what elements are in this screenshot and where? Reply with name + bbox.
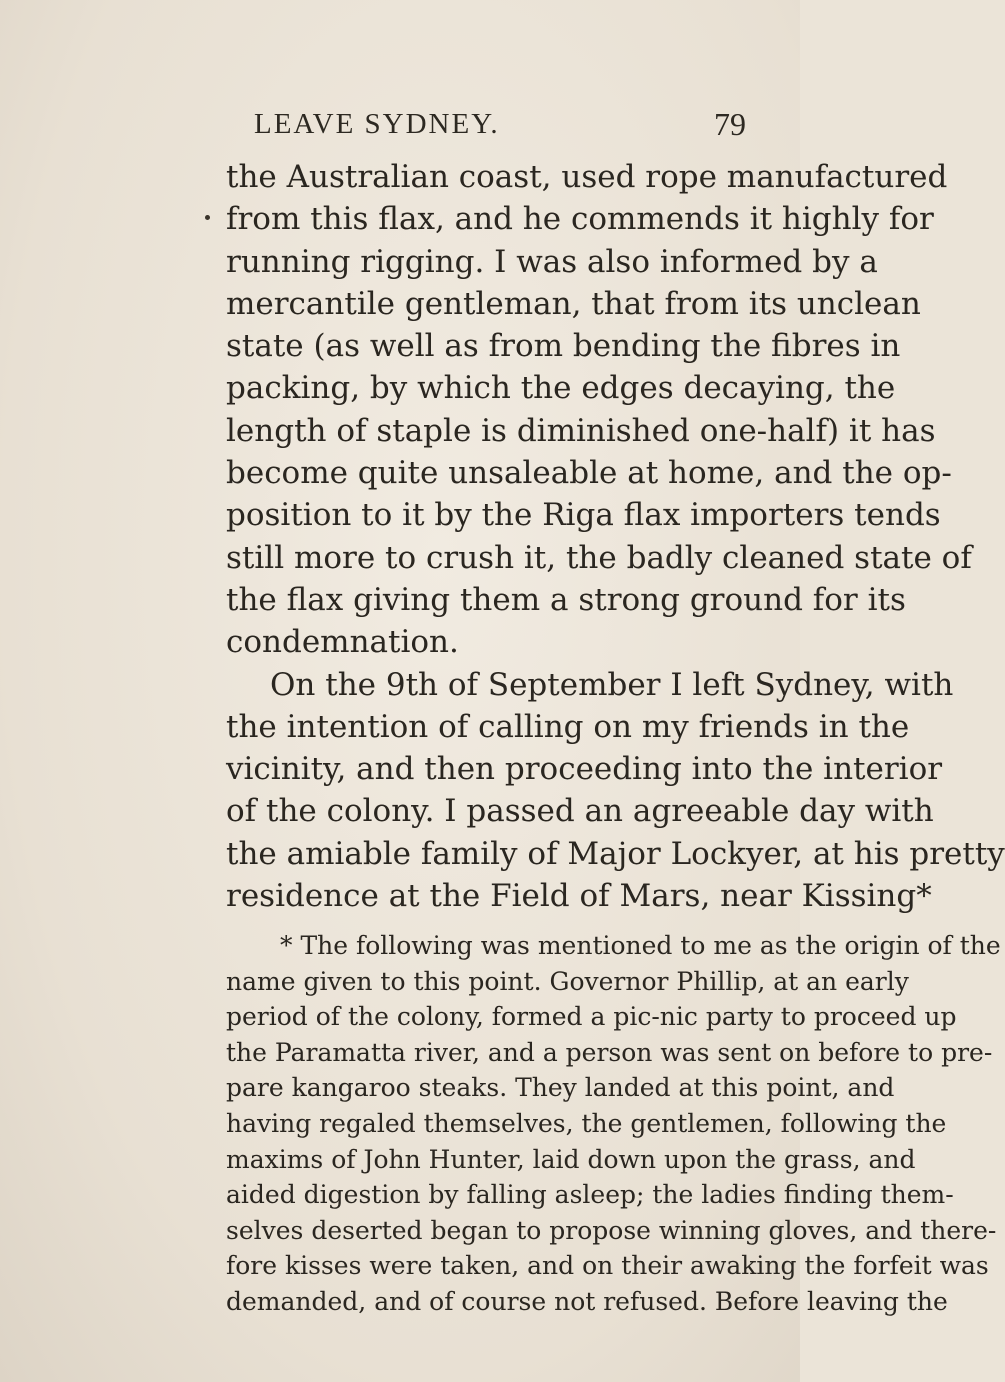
footnote-line: the Paramatta river, and a person was sent on before to pre- — [226, 1037, 993, 1067]
text-line: residence at the Field of Mars, near Kissing* — [226, 878, 932, 915]
footnote-line: having regaled themselves, the gentlemen, following the — [226, 1108, 947, 1138]
text-line: become quite unsaleable at home, and the op- — [226, 455, 952, 492]
paragraph-start-line: On the 9th of September I left Sydney, with — [270, 666, 954, 703]
text-line: vicinity, and then proceeding into the interior — [226, 751, 943, 788]
text-line: mercantile gentleman, that from its unclean — [226, 285, 921, 322]
margin-mark — [205, 215, 210, 220]
main-text — [226, 156, 1005, 917]
running-head: LEAVE SYDNEY. — [254, 108, 500, 140]
text-line: of the colony. I passed an agreeable day with — [226, 793, 934, 830]
text-line: running rigging. I was also informed by a — [226, 243, 878, 280]
text-line: state (as well as from bending the fibres in — [226, 328, 901, 365]
text-line: position to it by the Riga flax importers tends — [226, 497, 941, 534]
footnote-line: period of the colony, formed a pic-nic party to proceed up — [226, 1002, 957, 1032]
text-line: the intention of calling on my friends in the — [226, 708, 910, 745]
footnote-line: maxims of John Hunter, laid down upon the grass, and — [226, 1144, 916, 1174]
text-line: packing, by which the edges decaying, the — [226, 370, 896, 407]
page-header — [0, 108, 800, 148]
text-line: from this flax, and he commends it highly for — [226, 201, 934, 238]
text-line: length of staple is diminished one-half) it has — [226, 412, 936, 449]
text-line: condemnation. — [226, 624, 459, 661]
footnote-line: pare kangaroo steaks. They landed at this point, and — [226, 1073, 895, 1103]
footnote-line: demanded, and of course not refused. Before leaving the — [226, 1286, 948, 1316]
text-line: the Australian coast, used rope manufactured — [226, 159, 948, 195]
page-number: 79 — [714, 106, 746, 142]
footnote-line: aided digestion by falling asleep; the ladies finding them- — [226, 1180, 954, 1210]
footnote-line: name given to this point. Governor Phillip, at an early — [226, 966, 909, 996]
footnote — [226, 928, 1001, 1320]
footnote-line: * The following was mentioned to me as the origin of the — [280, 931, 1001, 960]
text-line: the flax giving them a strong ground for its — [226, 581, 906, 618]
text-line: still more to crush it, the badly cleaned state of — [226, 539, 972, 576]
footnote-line: fore kisses were taken, and on their awaking the forfeit was — [226, 1251, 989, 1281]
footnote-line: selves deserted began to propose winning gloves, and there- — [226, 1215, 997, 1245]
text-line: the amiable family of Major Lockyer, at his pretty — [226, 835, 1005, 872]
